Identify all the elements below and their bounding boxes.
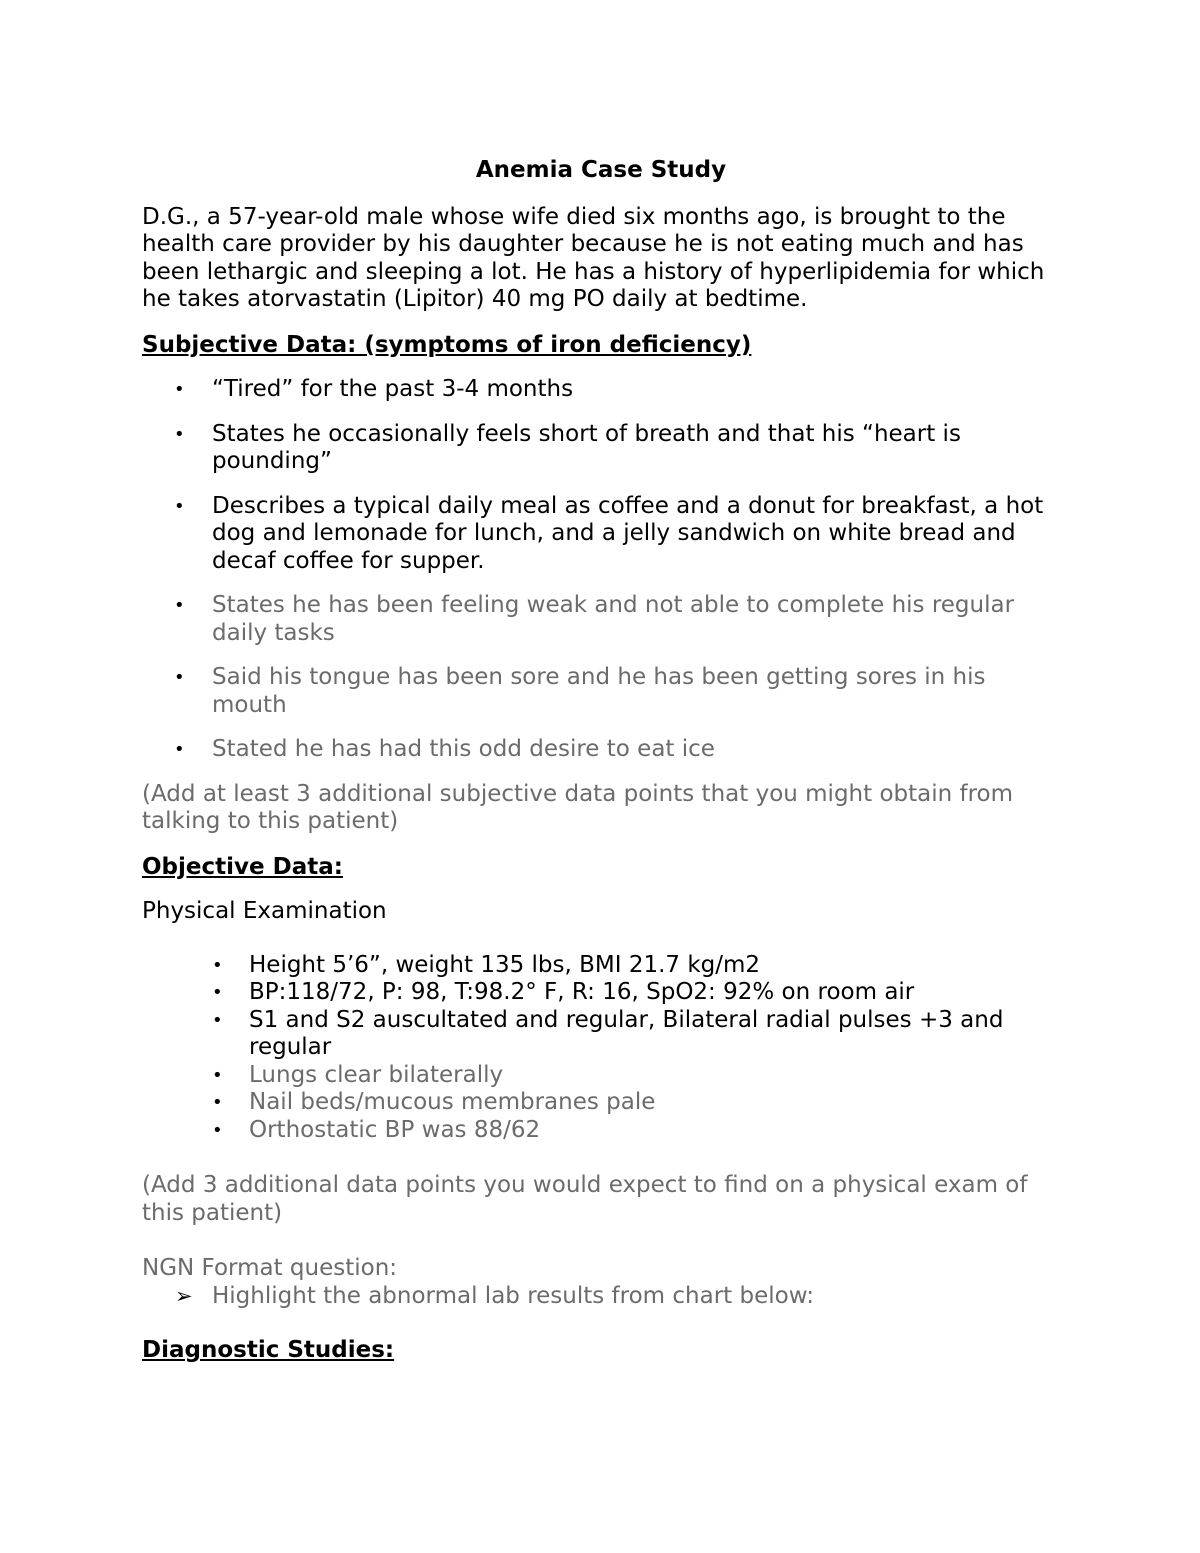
objective-item-text: Height 5’6”, weight 135 lbs, BMI 21.7 kg/m2: [249, 951, 761, 978]
objective-item: [142, 1007, 1057, 1062]
bullet-icon: •: [174, 667, 185, 688]
subjective-item-text: States he has been feeling weak and not able to complete his regular daily tasks: [212, 592, 1015, 646]
subjective-item-text: “Tired” for the past 3-4 months: [212, 376, 574, 402]
bullet-icon: •: [174, 423, 185, 445]
objective-item-text: S1 and S2 auscultated and regular, Bilateral radial pulses +3 and regular: [249, 1006, 1004, 1060]
intro-paragraph: D.G., a 57-year-old male whose wife died six months ago, is brought to the health care provider by his daughter because he is not eating much and has been lethargic and sleeping a lot. He has a history of hyperlipidemia for which he takes atorvastatin (Lipitor) 40 mg PO daily at bedtime.: [142, 203, 1045, 312]
diagnostic-heading: Diagnostic Studies:: [142, 1337, 395, 1363]
subjective-item: [142, 493, 1057, 576]
objective-prompt: (Add 3 additional data points you would expect to find on a physical exam of this patient): [142, 1172, 1028, 1226]
subjective-item-text: States he occasionally feels short of breath and that his “heart is pounding”: [212, 420, 961, 474]
bullet-icon: •: [212, 1092, 223, 1113]
objective-item-text: Lungs clear bilaterally: [249, 1061, 504, 1088]
ngn-question-text: Highlight the abnormal lab results from chart below:: [212, 1282, 815, 1309]
arrow-bullet-icon: ➢: [175, 1283, 193, 1308]
subjective-item: [142, 736, 1057, 764]
bullet-icon: •: [174, 495, 185, 517]
subjective-item: [142, 376, 1057, 404]
subjective-prompt: (Add at least 3 additional subjective data points that you might obtain from talking to this patient): [142, 780, 1014, 834]
objective-item: [142, 1089, 1057, 1117]
subjective-heading: Subjective Data: (symptoms of iron deficiency): [142, 331, 752, 358]
document-page: [142, 157, 1057, 1365]
subjective-list: [142, 376, 1057, 764]
objective-item-text: BP:118/72, P: 98, T:98.2° F, R: 16, SpO2: 92% on room air: [249, 979, 915, 1005]
document-title: Anemia Case Study: [475, 157, 727, 183]
subjective-item-text: Stated he has had this odd desire to eat ice: [212, 736, 715, 762]
subjective-item-text: Describes a typical daily meal as coffee and a donut for breakfast, a hot dog and lemonade for lunch, and a jelly sandwich on white bread and decaf coffee for supper.: [212, 492, 1044, 574]
ngn-label: NGN Format question:: [142, 1255, 398, 1281]
bullet-icon: •: [212, 1064, 223, 1086]
subjective-item: [142, 421, 1057, 476]
bullet-icon: •: [212, 954, 223, 976]
bullet-icon: •: [212, 982, 223, 1003]
objective-item: [142, 1117, 1057, 1145]
bullet-icon: •: [174, 595, 185, 616]
objective-item-text: Orthostatic BP was 88/62: [249, 1116, 541, 1143]
physical-exam-subheading: Physical Examination: [142, 898, 387, 924]
subjective-item: [142, 592, 1057, 647]
ngn-question: [142, 1283, 1057, 1311]
bullet-icon: •: [212, 1119, 223, 1141]
objective-item: [142, 979, 1057, 1007]
subjective-item: [142, 664, 1057, 719]
objective-list: [142, 952, 1057, 1145]
objective-item: [142, 1062, 1057, 1090]
bullet-icon: •: [212, 1009, 223, 1031]
objective-item: [142, 952, 1057, 980]
bullet-icon: •: [174, 379, 185, 400]
bullet-icon: •: [174, 739, 185, 760]
subjective-item-text: Said his tongue has been sore and he has been getting sores in his mouth: [212, 664, 986, 718]
objective-heading: Objective Data:: [142, 853, 343, 880]
objective-item-text: Nail beds/mucous membranes pale: [249, 1089, 656, 1115]
